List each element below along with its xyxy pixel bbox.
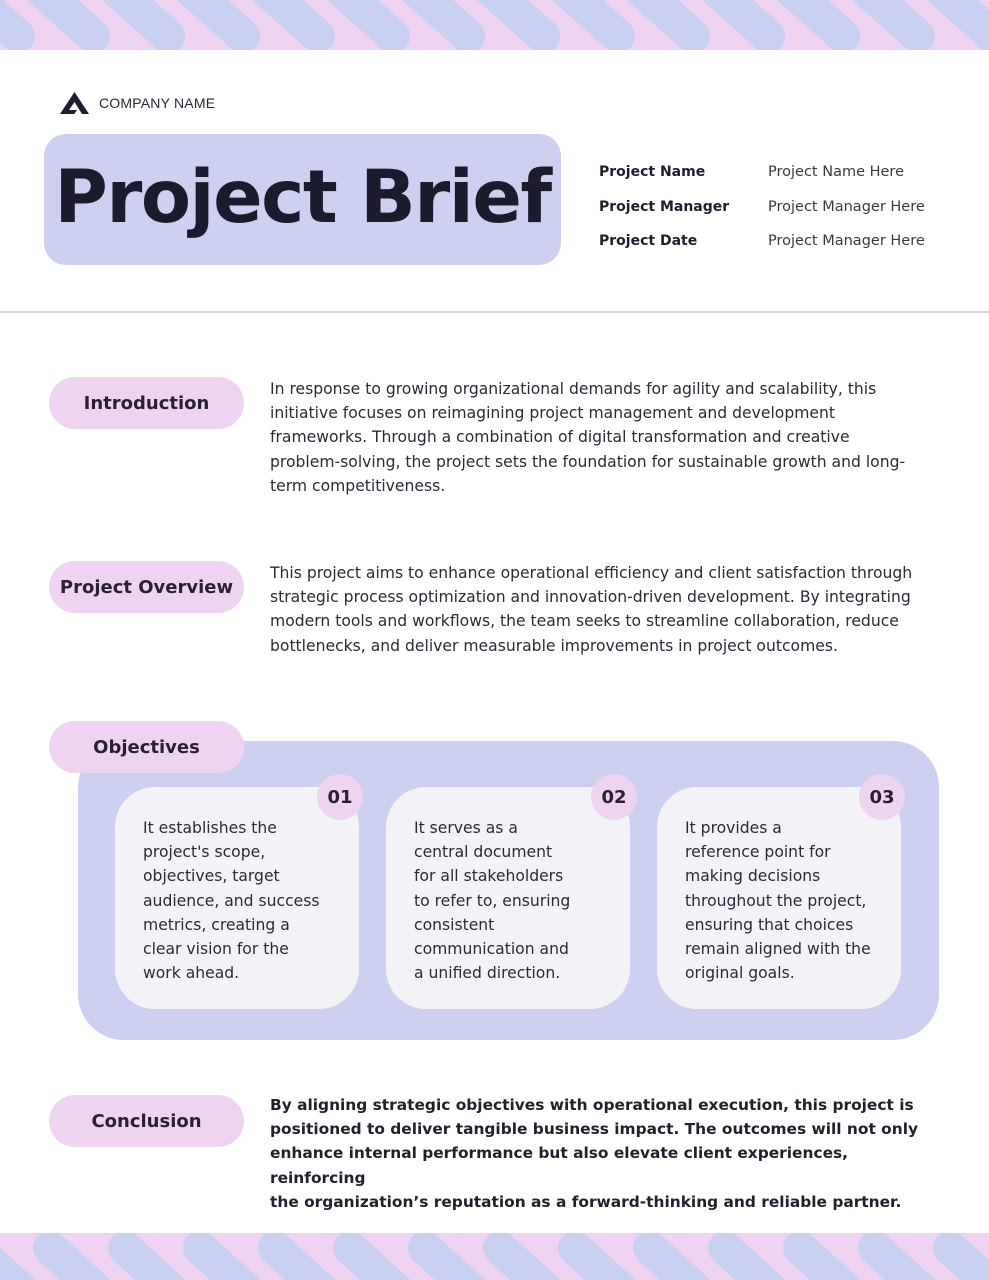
text-line: remain aligned with the xyxy=(685,940,871,959)
conclusion-text xyxy=(270,1093,942,1214)
introduction-text xyxy=(270,377,942,498)
meta-label: Project Date xyxy=(599,233,698,250)
section-label-introduction: Introduction xyxy=(49,377,244,429)
meta-value: Project Name Here xyxy=(768,164,904,181)
text-line: problem-solving, the project sets the foundation for sustainable growth and long- xyxy=(270,452,906,471)
text-line: term competitiveness. xyxy=(270,476,446,495)
text-line: central document xyxy=(414,843,553,862)
text-line: frameworks. Through a combination of digital transformation and creative xyxy=(270,428,850,447)
text-line: clear vision for the xyxy=(143,940,289,959)
meta-row-project-manager xyxy=(599,190,925,225)
text-line: It establishes the xyxy=(143,819,277,837)
text-line: reference point for xyxy=(685,843,831,862)
overview-text xyxy=(270,561,942,658)
text-line: ensuring that choices xyxy=(685,915,854,934)
text-line: consistent xyxy=(414,915,495,934)
section-label-overview: Project Overview xyxy=(49,561,244,613)
text-line: project's scope, xyxy=(143,843,266,862)
text-line: In response to growing organizational demands for agility and scalability, this xyxy=(270,380,877,398)
text-line: metrics, creating a xyxy=(143,915,290,934)
section-label-conclusion: Conclusion xyxy=(49,1095,244,1147)
section-label-objectives: Objectives xyxy=(49,721,244,773)
objective-card-1 xyxy=(115,787,359,1009)
objective-number-badge: 01 xyxy=(317,774,363,820)
text-line: strategic process optimization and innovation-driven development. By integrating xyxy=(270,588,911,607)
company-brand xyxy=(60,92,215,114)
title-banner xyxy=(44,134,561,265)
objective-text xyxy=(685,816,885,985)
text-line: making decisions xyxy=(685,867,821,886)
meta-value: Project Manager Here xyxy=(768,198,925,215)
text-line: to refer to, ensuring xyxy=(414,891,571,910)
objective-number-badge: 03 xyxy=(859,774,905,820)
text-line: communication and xyxy=(414,940,569,959)
text-line: for all stakeholders xyxy=(414,867,564,886)
text-line: audience, and success xyxy=(143,891,320,910)
text-line: positioned to deliver tangible business impact. The outcomes will not only xyxy=(270,1120,918,1139)
header-divider xyxy=(0,311,989,313)
company-name: COMPANY NAME xyxy=(99,95,216,111)
text-line: a unified direction. xyxy=(414,964,561,983)
diagonal-stripes-icon xyxy=(0,1233,989,1280)
text-line: work ahead. xyxy=(143,964,240,983)
text-line: enhance internal performance but also elevate client experiences, reinforcing xyxy=(270,1144,849,1187)
text-line: modern tools and workflows, the team seeks to streamline collaboration, reduce xyxy=(270,612,899,631)
triangle-a-logo-icon xyxy=(60,92,89,114)
project-meta xyxy=(599,155,925,259)
meta-row-project-name xyxy=(599,155,925,190)
text-line: the organization’s reputation as a forward-thinking and reliable partner. xyxy=(270,1192,902,1211)
text-line: By aligning strategic objectives with operational execution, this project is xyxy=(270,1096,914,1114)
text-line: original goals. xyxy=(685,964,795,983)
meta-value: Project Manager Here xyxy=(768,233,925,250)
objective-card-3 xyxy=(657,787,901,1009)
text-line: It serves as a xyxy=(414,819,518,837)
text-line: It provides a xyxy=(685,819,782,837)
meta-row-project-date xyxy=(599,224,925,259)
objective-number-badge: 02 xyxy=(591,774,637,820)
meta-label: Project Name xyxy=(599,164,706,181)
text-line: objectives, target xyxy=(143,867,280,886)
meta-label: Project Manager xyxy=(599,198,730,215)
top-stripe-border xyxy=(0,0,989,50)
page-title: Project Brief xyxy=(54,155,551,240)
text-line: throughout the project, xyxy=(685,891,867,910)
text-line: initiative focuses on reimagining project management and development xyxy=(270,404,836,423)
text-line: bottlenecks, and deliver measurable improvements in project outcomes. xyxy=(270,636,838,655)
diagonal-stripes-icon xyxy=(0,0,989,50)
text-line: This project aims to enhance operational efficiency and client satisfaction through xyxy=(270,564,913,582)
objective-text xyxy=(143,816,343,985)
objective-text xyxy=(414,816,614,985)
objective-card-2 xyxy=(386,787,630,1009)
bottom-stripe-border xyxy=(0,1233,989,1280)
